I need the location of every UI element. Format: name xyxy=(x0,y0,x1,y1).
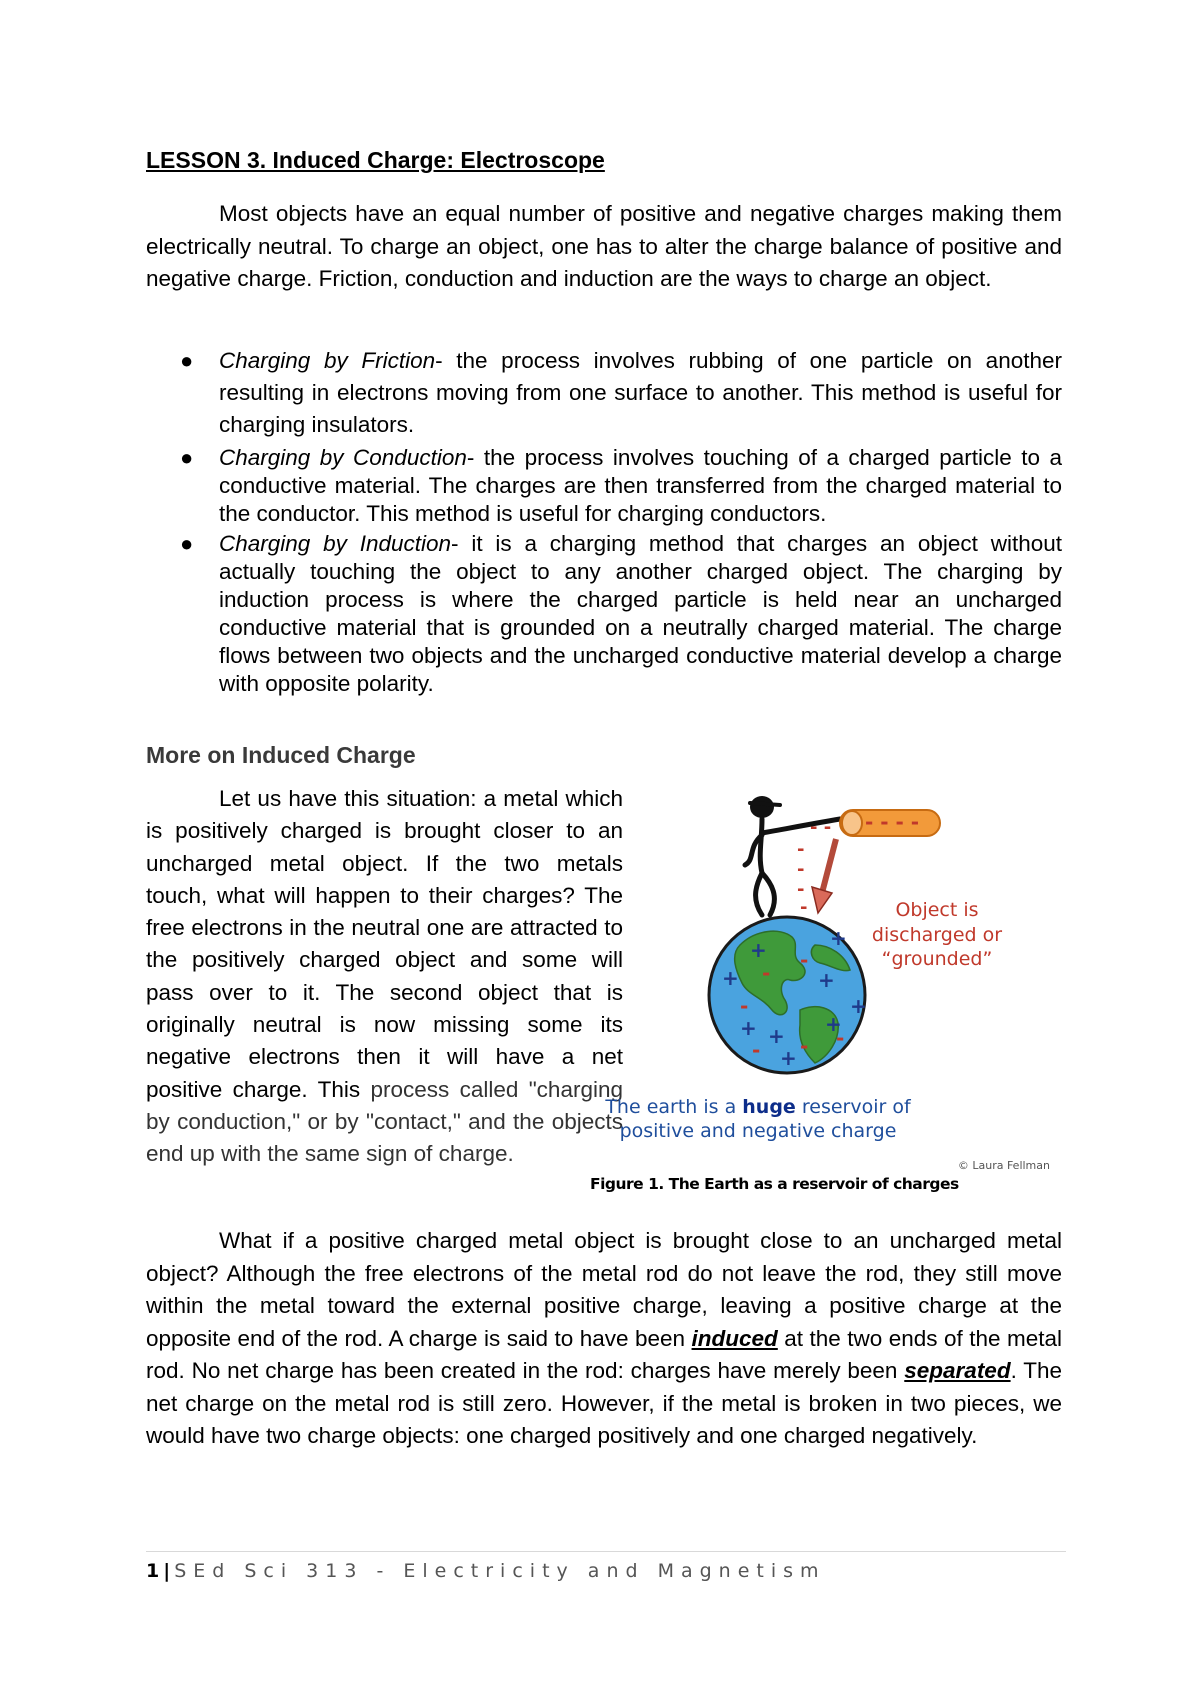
svg-text:-: - xyxy=(797,839,805,860)
bullet-text: - the process involves rubbing of one particle on another resulting in electrons moving from one surface to another. This method is useful for charging insulators. xyxy=(219,348,1062,437)
emphasis-separated: separated xyxy=(904,1358,1011,1383)
svg-text:- -: - - xyxy=(810,817,832,838)
lesson-title: LESSON 3. Induced Charge: Electroscope xyxy=(146,147,605,173)
page-number: 1 xyxy=(146,1560,160,1582)
paragraph-continuation: process called "charging by conduction," or by "contact," and the objects end up with the same sign of charge. xyxy=(146,1076,623,1167)
page-footer xyxy=(146,1560,826,1582)
footer-separator: | xyxy=(163,1560,171,1582)
svg-text:+: + xyxy=(825,1012,842,1036)
object-discharged-label xyxy=(872,899,1002,970)
svg-text:-: - xyxy=(752,1038,761,1062)
list-item xyxy=(146,530,1062,698)
charging-methods-list xyxy=(146,345,1062,698)
course-title: SEd Sci 313 - Electricity and Magnetism xyxy=(174,1560,826,1582)
image-credit: © Laura Fellman xyxy=(957,1159,1050,1172)
emphasis-induced: induced xyxy=(691,1325,778,1351)
list-item xyxy=(146,444,1062,528)
paragraph-main: Let us have this situation: a metal which is positively charged is brought closer to an uncharged metal object. If the two metals touch, what will happen to their charges? The free electrons in the neutral one are attracted to the positively charged object and some will pass over to it. The second object that is originally neutral is now missing some its negative electrons then it will have a net positive charge. This xyxy=(146,786,623,1102)
label-line: “grounded” xyxy=(881,948,993,970)
section-heading: More on Induced Charge xyxy=(146,742,416,768)
svg-text:-: - xyxy=(836,1026,845,1050)
svg-text:-: - xyxy=(762,961,771,985)
earth-reservoir-figure xyxy=(500,795,1150,1205)
svg-text:-: - xyxy=(800,1034,809,1058)
svg-text:-: - xyxy=(740,994,749,1018)
footer-divider xyxy=(146,1551,1066,1552)
svg-text:-: - xyxy=(797,859,805,880)
svg-text:+: + xyxy=(722,966,739,990)
svg-text:+: + xyxy=(740,1016,757,1040)
label-line: discharged or xyxy=(871,924,1003,946)
figure-caption xyxy=(590,1175,959,1193)
closing-text-3: . The net charge on the metal rod is still zero. However, if the metal is broken in two pieces, we would have two charge objects: one charged positively and one charged negatively. xyxy=(146,1358,1063,1448)
bullet-text: - it is a charging method that charges an object without actually touching the object to any another charged object. The charging by induction process is where the charged particle is held near an uncharged conductive material that is grounded on a neutrally charged material. The charge flows between two objects and the uncharged conductive material develop a charge with opposite polarity. xyxy=(219,531,1062,696)
closing-paragraph xyxy=(146,1225,1062,1453)
svg-text:+: + xyxy=(830,926,847,950)
closing-text-2: at the two ends of the metal rod. No net charge has been created in the rod: charges have merely been xyxy=(146,1325,1063,1383)
intro-paragraph: Most objects have an equal number of positive and negative charges making them electrically neutral. To charge an object, one has to alter the charge balance of positive and negative charge. Friction, conduction and induction are the ways to charge an object. xyxy=(146,201,1062,291)
earth-reservoir-label xyxy=(604,1096,912,1142)
charged-rod-icon xyxy=(840,810,940,836)
label-line: positive and negative charge xyxy=(619,1120,897,1142)
label-line: The earth is a huge reservoir of xyxy=(605,1096,911,1118)
svg-text:+: + xyxy=(818,968,835,992)
svg-text:+: + xyxy=(768,1024,785,1048)
bullet-term: Charging by Friction xyxy=(219,348,436,373)
caption-label: Figure 1. xyxy=(590,1175,664,1193)
caption-text: The Earth as a reservoir of charges xyxy=(663,1175,959,1193)
bullet-term: Charging by Conduction xyxy=(219,445,467,470)
discharge-arrow-icon xyxy=(812,839,836,913)
bullet-term: Charging by Induction xyxy=(219,531,452,556)
svg-text:-: - xyxy=(797,879,805,900)
bullet-icon: ● xyxy=(180,445,194,470)
svg-text:+: + xyxy=(850,994,867,1018)
bullet-icon: ● xyxy=(180,348,194,373)
svg-text:-: - xyxy=(800,897,808,918)
closing-text-1: What if a positive charged metal object is brought close to an uncharged metal object? Although the free electrons of the metal rod do not leave the rod, they still move within the metal toward the external positive charge, leaving a positive charge at the opposite end of the rod. A charge is said to have been xyxy=(146,1228,1062,1351)
svg-text:+: + xyxy=(750,938,767,962)
label-line: Object is xyxy=(895,899,979,921)
bullet-icon: ● xyxy=(180,531,194,556)
svg-text:+: + xyxy=(780,1046,797,1070)
list-item xyxy=(146,345,1062,441)
rod-charges-label: - - - - xyxy=(865,810,920,834)
bullet-text: - the process involves touching of a charged particle to a conductive material. The charges are then transferred from the charged material to the conductor. This method is useful for charging conductors. xyxy=(219,445,1062,526)
svg-text:-: - xyxy=(800,948,809,972)
